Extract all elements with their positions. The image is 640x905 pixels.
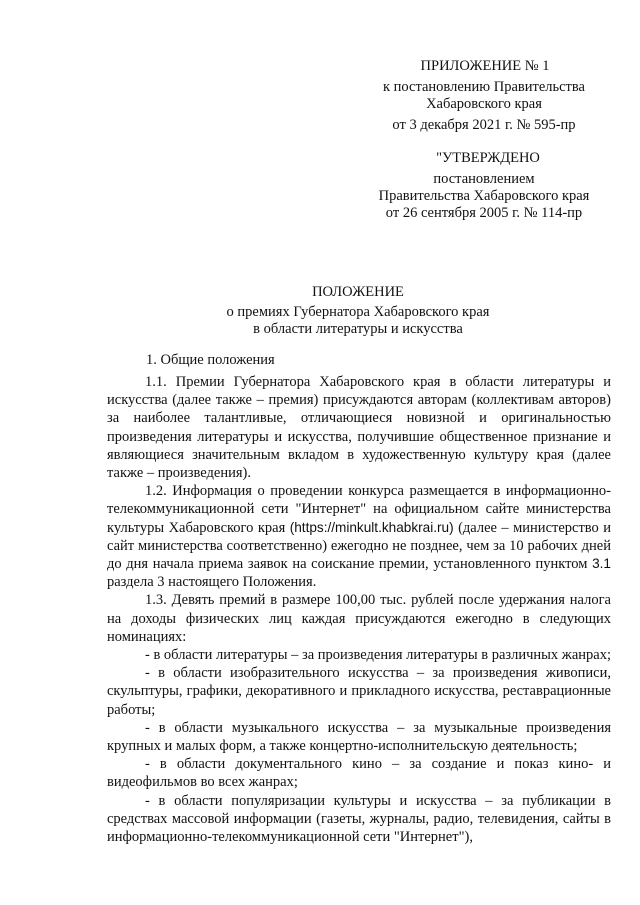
nomination-fine-arts: - в области изобразительного искусства – за произведения живописи, скульптуры, графики, декоративного и прикладного искусства, реставрационные работы; <box>107 665 611 718</box>
appendix-line-1: к постановлению Правительства <box>383 79 585 95</box>
nomination-popularization: - в области популяризации культуры и искусства – за публикации в средствах массовой информации (газеты, журналы, радио, телевидения, сайты в информационно-телекоммуникационной сети "Интернет"), <box>107 792 611 846</box>
document-subtitle-2: в области литературы и искусства <box>253 321 463 337</box>
paragraph-1-2-text-c: раздела 3 настоящего Положения. <box>107 574 317 591</box>
appendix-line-3: от 3 декабря 2021 г. № 595-пр <box>392 117 576 133</box>
ministry-site-link[interactable]: (https://minkult.khabkrai.ru) <box>289 519 454 535</box>
approved-line-1: постановлением <box>433 171 535 187</box>
nomination-documentary: - в области документального кино – за создание и показ кино- и видеофильмов во всех жанрах; <box>107 756 611 791</box>
document-title: ПОЛОЖЕНИЕ <box>312 284 404 300</box>
paragraph-1-2-text-a: 1.2. Информация о проведении конкурса размещается в информационно-телекоммуникационной сети "Интернет" на официальном сайте министерства культуры Хабаровского края <box>107 483 611 536</box>
paragraph-1-3: 1.3. Девять премий в размере 100,00 тыс. рублей после удержания налога на доходы физических лиц каждая присуждаются ежегодно в следующих номинациях: <box>107 592 611 645</box>
section-body <box>107 373 611 846</box>
section-heading: 1. Общие положения <box>146 352 275 368</box>
appendix-title: ПРИЛОЖЕНИЕ № 1 <box>420 58 550 74</box>
nomination-literature: - в области литературы – за произведения литературы в различных жанрах; <box>145 647 611 664</box>
paragraph-1-2 <box>107 482 611 591</box>
approved-title: "УТВЕРЖДЕНО <box>436 150 540 166</box>
paragraph-1-1: 1.1. Премии Губернатора Хабаровского края в области литературы и искусства (далее также – премия) присуждаются авторам (коллективам авторов) за наиболее талантливые, отличающиеся новизной и оригинальностью произведения литературы и искусства, получившие общественное признание и являющиеся значительным вкладом в художественную культуру края (далее также – произведения). <box>107 374 611 482</box>
approved-line-2: Правительства Хабаровского края <box>378 188 590 204</box>
document-subtitle-1: о премиях Губернатора Хабаровского края <box>226 304 490 320</box>
approved-line-3: от 26 сентября 2005 г. № 114-пр <box>385 205 583 221</box>
paragraph-1-2-text-b: (далее – министерство и сайт министерства соответственно) ежегодно не позднее, чем за 10 рабочих дней до дня начала приема заявок на соискание премии, установленного пунктом <box>107 519 612 573</box>
clause-reference: 3.1 <box>592 556 611 572</box>
nomination-music: - в области музыкального искусства – за музыкальные произведения крупных и малых форм, а также концертно-исполнительскую деятельность; <box>107 719 611 755</box>
appendix-line-2: Хабаровского края <box>426 96 542 112</box>
